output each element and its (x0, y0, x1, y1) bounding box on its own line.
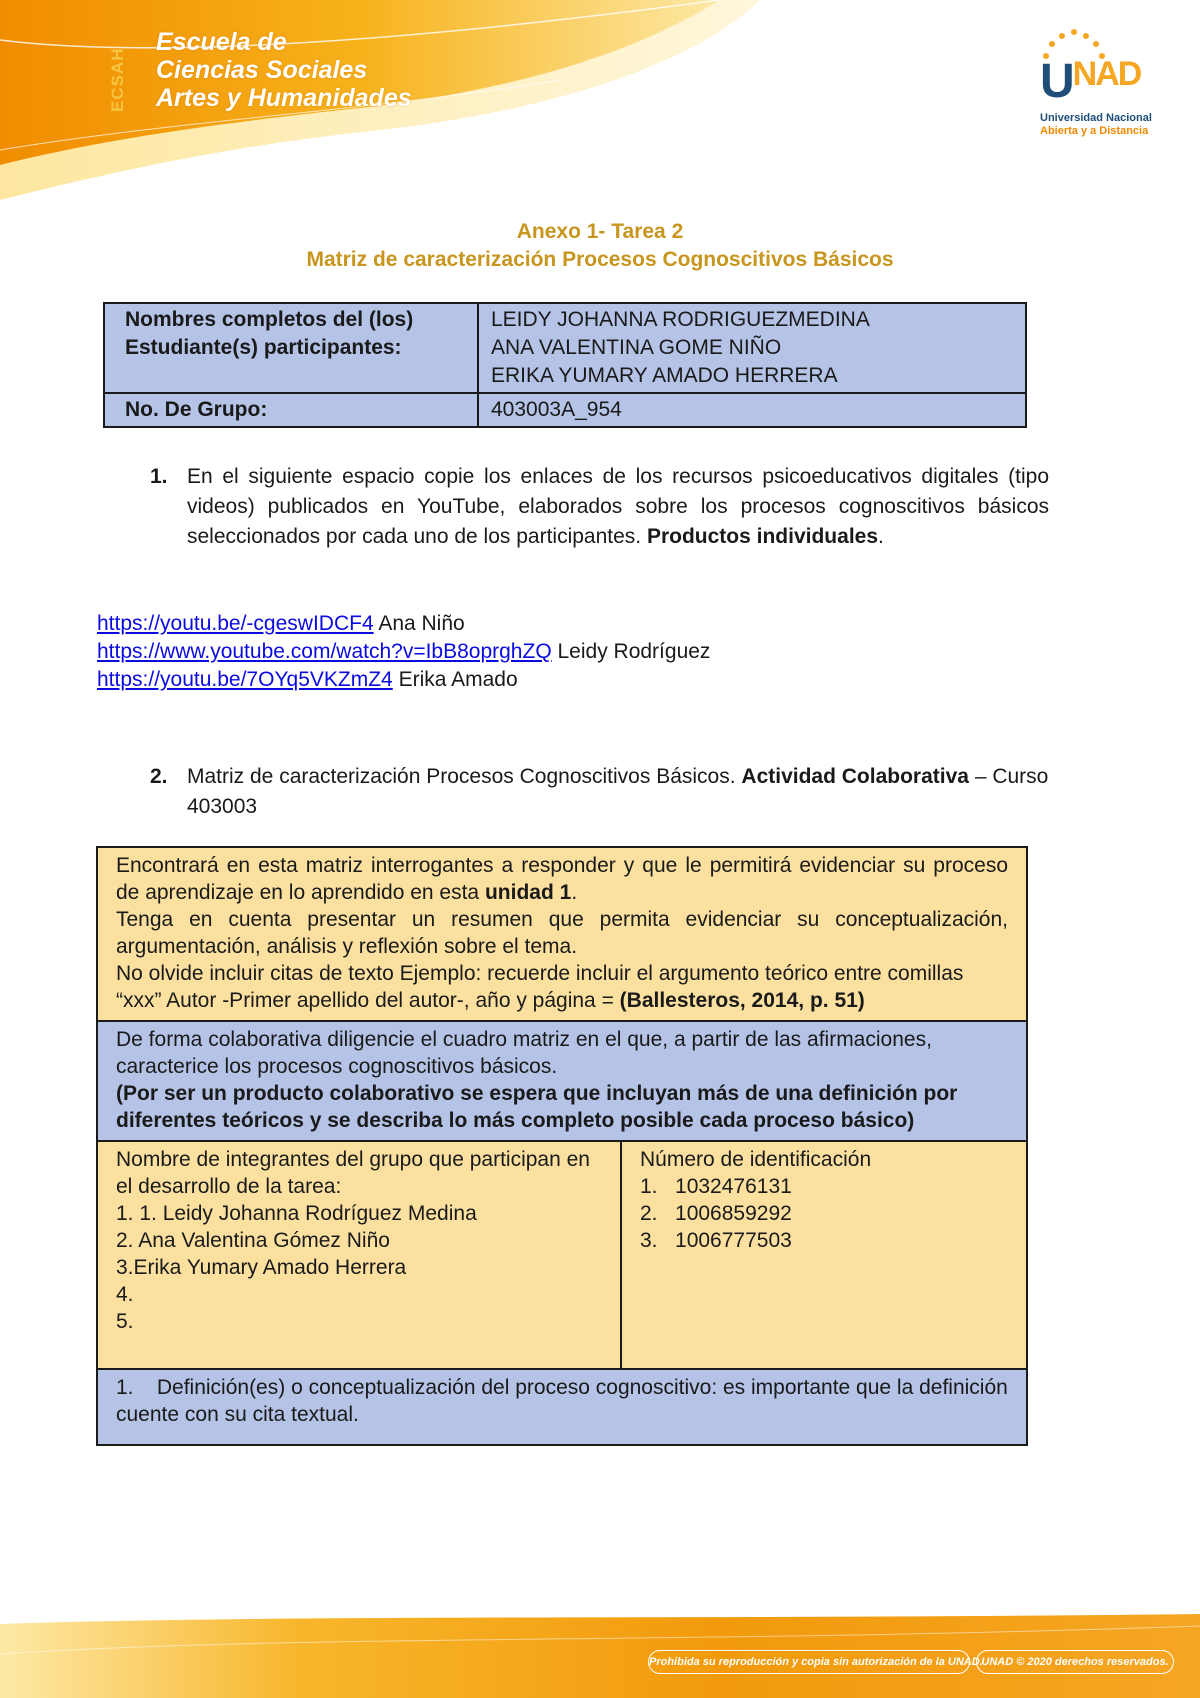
item-end: . (878, 525, 884, 548)
item-text: En el siguiente espacio copie los enlaces de los recursos psicoeducativos digitales (tipo videos) publicados en YouTube, elaborados sobre los procesos cognoscitivos básicos seleccionados por cada uno de los participantes. (187, 465, 1049, 548)
id-entry: 2. 1006859292 (640, 1202, 792, 1225)
intro-paragraph-2: Tenga en cuenta presentar un resumen que permita evidenciar su conceptualización, argumentación, análisis y reflexión sobre el tema. (116, 908, 1008, 958)
ids-cell (621, 1141, 1027, 1369)
matrix-intro-cell (97, 847, 1027, 1021)
students-table (103, 302, 1027, 428)
footer-notice: Prohibida su reproducción y copia sin autorización de la UNAD. (648, 1650, 970, 1674)
matrix-collab-cell (97, 1021, 1027, 1141)
university-name-line1: Universidad Nacional (1040, 112, 1152, 124)
university-name-line2: Abierta y a Distancia (1040, 125, 1149, 137)
item-bold-text: Productos individuales (646, 525, 879, 548)
member-entry: 2. Ana Valentina Gómez Niño (116, 1229, 390, 1252)
school-acronym: ECSAH (108, 47, 127, 112)
intro-paragraph-1 (116, 852, 1008, 906)
footer-rights: UNAD © 2020 derechos reservados. (976, 1650, 1174, 1674)
id-label: Número de identificación (640, 1148, 872, 1171)
intro-paragraph-3 (116, 960, 1008, 1014)
collab-text: De forma colaborativa diligencie el cuadro matriz en el que, a partir de las afirmaciones, caracterice los procesos cognoscitivos básicos. (116, 1028, 932, 1078)
video-link-row (97, 638, 710, 666)
group-value: 403003A_954 (478, 393, 1026, 427)
video-link[interactable]: https://www.youtube.com/watch?v=IbB8oprghZQ (97, 640, 552, 663)
document-title: Anexo 1- Tarea 2 (516, 220, 684, 243)
unad-logo (1032, 22, 1172, 137)
group-row (104, 393, 1026, 427)
school-name-line2: Ciencias Sociales (156, 56, 368, 84)
group-label: No. De Grupo: (104, 393, 478, 427)
logo-wordmark (1040, 54, 1140, 109)
student-name: ERIKA YUMARY AMADO HERRERA (491, 364, 838, 387)
school-name (156, 28, 412, 112)
member-entry: 1. 1. Leidy Johanna Rodríguez Medina (116, 1202, 477, 1225)
students-names-row (104, 303, 1026, 393)
id-entry: 3. 1006777503 (640, 1229, 792, 1252)
member-entry: 4. (116, 1283, 134, 1306)
definition-cell: 1. Definición(es) o conceptualización del proceso cognoscitivo: es importante que la definición cuente con su cita textual. (97, 1369, 1027, 1445)
id-entry: 1. 1032476131 (640, 1175, 792, 1198)
school-name-line3: Artes y Humanidades (156, 84, 412, 112)
logo-letter-u: U (1040, 55, 1073, 108)
intro-bold: unidad 1 (484, 881, 572, 904)
video-links-list (97, 610, 710, 694)
matrix-intro-row (97, 847, 1027, 1021)
document-subtitle: Matriz de caracterización Procesos Cognoscitivos Básicos (306, 248, 894, 271)
intro-text: No olvide incluir citas de texto Ejemplo: recuerde incluir el argumento teórico entre comillas “xxx” Autor -Primer apellido del autor-, año y página = (116, 962, 964, 1012)
matrix-members-row (97, 1141, 1027, 1369)
intro-end: . (571, 881, 578, 904)
matrix-table (96, 846, 1028, 1446)
student-name: ANA VALENTINA GOME NIÑO (491, 336, 782, 359)
students-names-label: Nombres completos del (los) Estudiante(s) participantes: (104, 303, 478, 393)
collab-bold-text: (Por ser un producto colaborativo se espera que incluyan más de una definición por diferentes teóricos y se describa lo más completo posible cada proceso básico) (116, 1082, 958, 1132)
video-author: Erika Amado (398, 668, 518, 691)
instruction-item-2 (150, 762, 1049, 822)
members-label: Nombre de integrantes del grupo que participan en el desarrollo de la tarea: (116, 1148, 590, 1198)
members-cell (97, 1141, 621, 1369)
matrix-collab-row (97, 1021, 1027, 1141)
video-link[interactable]: https://youtu.be/7OYq5VKZmZ4 (97, 668, 393, 691)
students-names-value (478, 303, 1026, 393)
item-text: Matriz de caracterización Procesos Cognoscitivos Básicos. (187, 765, 736, 788)
video-link-row (97, 610, 710, 638)
video-author: Leidy Rodríguez (557, 640, 711, 663)
matrix-definition-row (97, 1369, 1027, 1445)
member-entry: 3.Erika Yumary Amado Herrera (116, 1256, 407, 1279)
member-entry: 5. (116, 1310, 134, 1333)
school-name-line1: Escuela de (156, 28, 287, 56)
item-bold-text: Actividad Colaborativa (741, 765, 969, 788)
instruction-item-1 (150, 462, 1049, 552)
student-name: LEIDY JOHANNA RODRIGUEZMEDINA (491, 308, 870, 331)
item-end: – Curso 403003 (187, 765, 1049, 818)
video-link-row (97, 666, 710, 694)
video-link[interactable]: https://youtu.be/-cgeswIDCF4 (97, 612, 374, 635)
item-number: 2. (150, 765, 168, 788)
item-number: 1. (150, 465, 168, 488)
logo-letters-nad: NAD (1072, 55, 1141, 93)
video-author: Ana Niño (378, 612, 465, 635)
page-header (0, 0, 1200, 200)
citation-example: (Ballesteros, 2014, p. 51) (619, 989, 865, 1012)
intro-text: Encontrará en esta matriz interrogantes a responder y que le permitirá evidenciar su proceso de aprendizaje en lo aprendido en esta (116, 854, 1008, 904)
